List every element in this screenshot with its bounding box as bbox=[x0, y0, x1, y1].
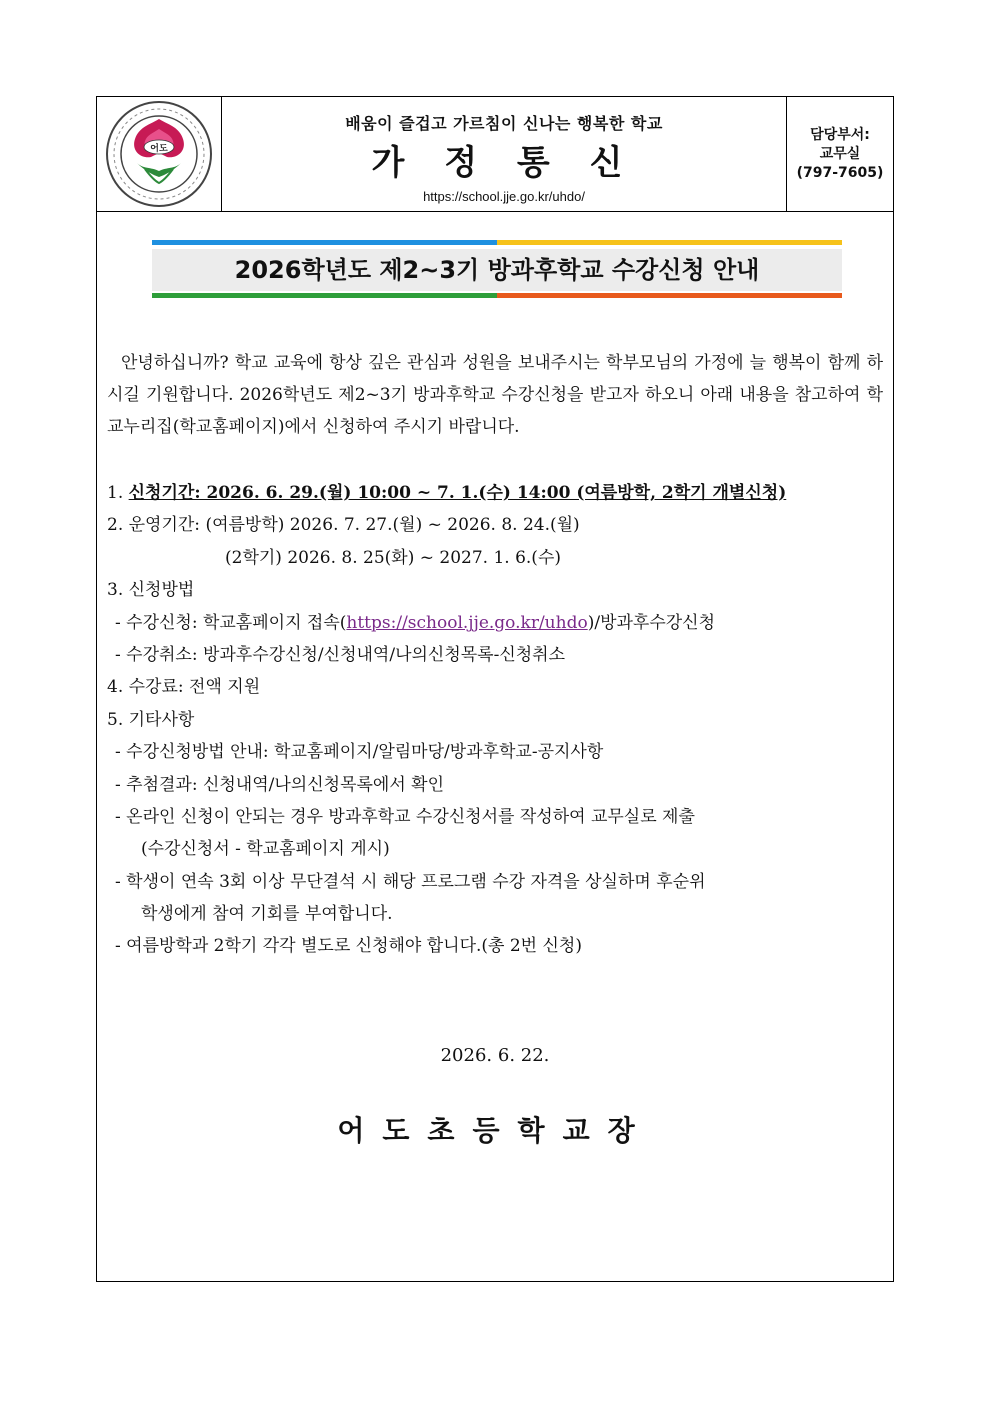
notice-frame bbox=[96, 96, 894, 1282]
item-etc-2: - 추첨결과: 신청내역/나의신청목록에서 확인 bbox=[115, 774, 445, 795]
header-center bbox=[222, 97, 786, 212]
item-etc-3a: - 온라인 신청이 안되는 경우 방과후학교 수강신청서를 작성하여 교무실로 제출 bbox=[115, 806, 695, 827]
school-slogan: 배움이 즐겁고 가르침이 신나는 행복한 학교 bbox=[345, 114, 663, 133]
dept-label: 담당부서: bbox=[810, 127, 870, 143]
notice-items bbox=[107, 477, 883, 963]
method-apply-pre: - 수강신청: 학교홈페이지 접속( bbox=[115, 612, 347, 633]
school-url[interactable]: https://school.jje.go.kr/uhdo/ bbox=[423, 189, 585, 204]
page-title: 가 정 통 신 bbox=[371, 143, 637, 183]
item-etc-4a: - 학생이 연속 3회 이상 무단결석 시 해당 프로그램 수강 자격을 상실하며 후순위 bbox=[115, 871, 706, 892]
notice-banner bbox=[152, 240, 842, 298]
header bbox=[97, 97, 893, 212]
item-method-cancel: - 수강취소: 방과후수강신청/신청내역/나의신청목록-신청취소 bbox=[115, 644, 566, 665]
logo-label: 어도 bbox=[150, 144, 168, 154]
apply-period-text: 신청기간: 2026. 6. 29.(월) 10:00 ~ 7. 1.(수) 14:00 (여름방학, 2학기 개별신청) bbox=[128, 483, 787, 503]
banner-bar-blue bbox=[152, 240, 497, 245]
item-fee: 4. 수강료: 전액 지원 bbox=[107, 677, 261, 698]
banner-bar-green bbox=[152, 293, 497, 298]
notice-date: 2026. 6. 22. bbox=[440, 1045, 550, 1066]
item-apply-num: 1. bbox=[107, 483, 129, 503]
item-method-apply bbox=[107, 607, 883, 639]
dept-name: 교무실 bbox=[819, 146, 861, 162]
banner-bar-orange bbox=[497, 293, 842, 298]
principal-signature: 어도초등학교장 bbox=[337, 1114, 653, 1147]
item-operation-2: (2학기) 2026. 8. 25(화) ~ 2027. 1. 6.(수) bbox=[225, 547, 561, 568]
item-apply-period bbox=[107, 477, 883, 509]
item-etc-1: - 수강신청방법 안내: 학교홈페이지/알림마당/방과후학교-공지사항 bbox=[115, 742, 604, 763]
method-apply-post: )/방과후수강신청 bbox=[587, 612, 716, 633]
department-cell bbox=[786, 97, 893, 212]
school-emblem-icon bbox=[97, 97, 222, 212]
item-etc-head: 5. 기타사항 bbox=[107, 709, 195, 730]
banner-bar-yellow bbox=[497, 240, 842, 245]
item-etc-5: - 여름방학과 2학기 각각 별도로 신청해야 합니다.(총 2번 신청) bbox=[115, 936, 582, 957]
notice-title: 2026학년도 제2~3기 방과후학교 수강신청 안내 bbox=[152, 249, 842, 291]
item-operation-1: 2. 운영기간: (여름방학) 2026. 7. 27.(월) ~ 2026. 8. 24.(월) bbox=[107, 515, 580, 536]
school-link[interactable]: https://school.jje.go.kr/uhdo bbox=[346, 612, 588, 633]
logo-cell bbox=[97, 97, 222, 212]
item-etc-3b: (수강신청서 - 학교홈페이지 게시) bbox=[141, 839, 390, 860]
dept-phone: (797-7605) bbox=[796, 165, 884, 181]
intro-paragraph: 안녕하십니까? 학교 교육에 항상 깊은 관심과 성원을 보내주시는 학부모님의 가정에 늘 행복이 함께 하시길 기원합니다. 2026학년도 제2~3기 방과후학교 수강신청을 받고자 하오니 아래 내용을 참고하여 학교누리집(학교홈페이지)에서 신청하여 주시기 바랍니다. bbox=[107, 353, 883, 437]
item-method-head: 3. 신청방법 bbox=[107, 580, 195, 601]
item-etc-4b: 학생에게 참여 기회를 부여합니다. bbox=[141, 904, 393, 925]
